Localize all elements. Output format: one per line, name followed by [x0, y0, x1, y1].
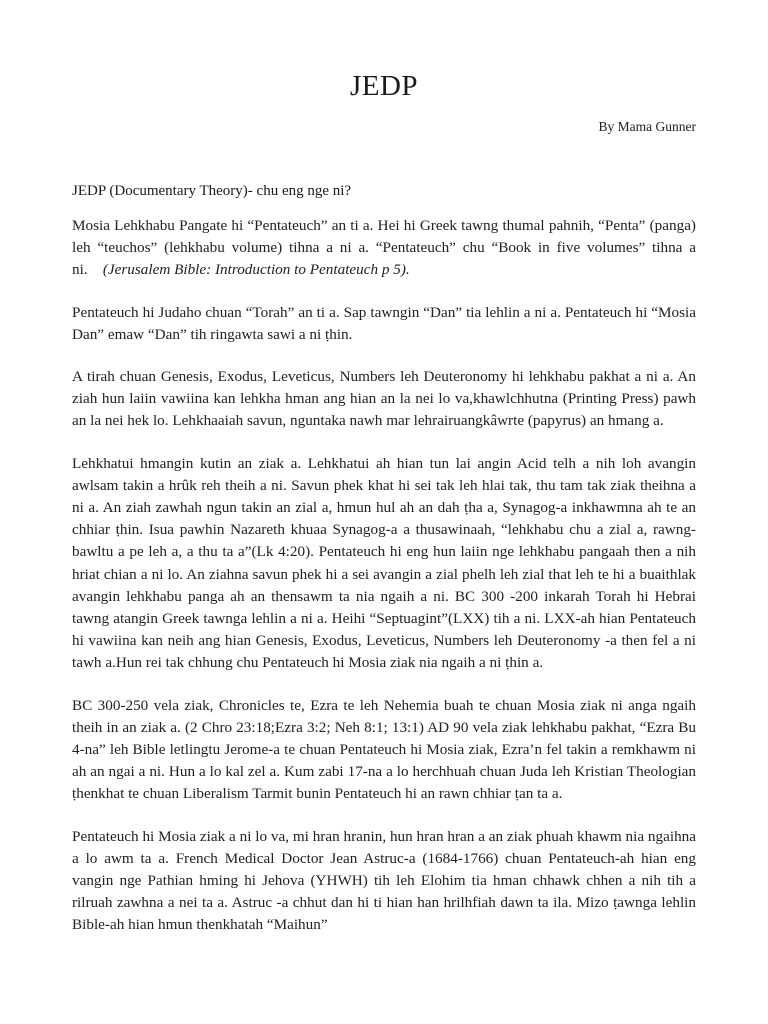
paragraph-6: Pentateuch hi Mosia ziak a ni lo va, mi hran hranin, hun hran hran a an ziak phuah khawm nia ngaihna a lo awm ta a. French Medical Doctor Jean Astruc-a (1684-1766) chuan Pentateuch-ah hian eng vangin nge Pathian hming hi Jehova (YHWH) tih leh Elohim tia hman chhawk chhen a nih tih a rilruah zawhna a nei ta a. Astruc -a chhut dan hi ti hian han hrilhfiah dawn ta ila. Mizo ṭawnga lehlin Bible-ah hian hmun thenkhatah “Maihun” — [72, 827, 696, 934]
document-title: JEDP — [349, 70, 419, 102]
citation: (Jerusalem Bible: Introduction to Pentateuch p 5). — [102, 261, 410, 279]
paragraph-5: BC 300-250 vela ziak, Chronicles te, Ezra te leh Nehemia buah te chuan Mosia ziak ni anga ngaih theih in an ziak a. (2 Chro 23:18;Ezra 3:2; Neh 8:1; 13:1) AD 90 vela ziak lehkhabu pakhat, “Ezra Bu 4-na” leh Bible letlingtu Jerome-a te chuan Pentateuch hi Mosia ziak, Ezra’n fel takin a remkhawm ni ah an ngai a ni. Hun a lo kal zel a. Kum zabi 17-na a lo herchhuah chuan Juda leh Kristian Theologian ṭhenkhat te chuan Liberalism Tarmit bunin Pentateuch hi an rawn chhiar ṭan ta a. — [72, 696, 696, 803]
paragraph-4: Lehkhatui hmangin kutin an ziak a. Lehkhatui ah hian tun lai angin Acid telh a nih loh avangin awlsam takin a hrûk reh theih a ni. Savun phek khat hi sei tak leh hlai tak, thu tam tak ziak theihna a ni a. An ziah zawhah ngun takin an zial a, hmun hul ah an dah ṭha a, Synagog-a inkhawmna ah te an chhiar ṭhin. Isua pawhin Nazareth khuaa Synagog-a a thusawinaah, “lehkhabu chu a zial a, rawng-bawltu a pe leh a, a thu ta a”(Lk 4:20). Pentateuch hi eng hun laiin nge lehkhabu pangaah then a nih hriat chian a ni lo. An ziahna savun phek hi a sei avangin a zial phelh leh zial that leh te hi a buaithlak avangin lehkhabu panga ah an thensawm ta nia ngaih a ni. BC 300 -200 inkarah Torah hi Hebrai tawng atangin Greek tawnga lehlin a ni a. Heihi “Septuagint”(LXX) tih a ni. LXX-ah hian Pentateuch hi vawiina kan neih ang hian Genesis, Exodus, Leveticus, Numbers leh Deuteronomy -a then fel a ni tawh a.Hun rei tak chhung chu Pentateuch hi Mosia ziak nia ngaih a ni ṭhin a. — [72, 454, 696, 672]
section-heading: JEDP (Documentary Theory)- chu eng nge ni? — [72, 183, 352, 199]
paragraph-2: Pentateuch hi Judaho chuan “Torah” an ti a. Sap tawngin “Dan” tia lehlin a ni a. Pentateuch hi “Mosia Dan” emaw “Dan” tih ringawta sawi a ni ṭhin. — [72, 303, 696, 343]
paragraph-1 — [72, 215, 696, 282]
author-byline: By Mama Gunner — [598, 119, 696, 134]
paragraph-text: Mosia Lehkhabu Pangate hi “Pentateuch” an ti a. Hei hi Greek tawng thumal pahnih, “Penta” (panga) leh “teuchos” (lehkhabu volume) tihna a ni a. “Pentateuch” chu “Book in five volumes” tihna a ni. — [72, 217, 696, 279]
paragraph-3: A tirah chuan Genesis, Exodus, Leveticus, Numbers leh Deuteronomy hi lehkhabu pakhat a ni a. An ziah hun laiin vawiina kan lehkha hman ang hian an la nei lo va,khawlchhutna (Printing Press) pawh an la nei hek lo. Lehkhaaiah savun, nguntaka nawh mar lehrairuangkâwrte (papyrus) an hmang a. — [72, 368, 696, 430]
document-body — [72, 180, 696, 957]
